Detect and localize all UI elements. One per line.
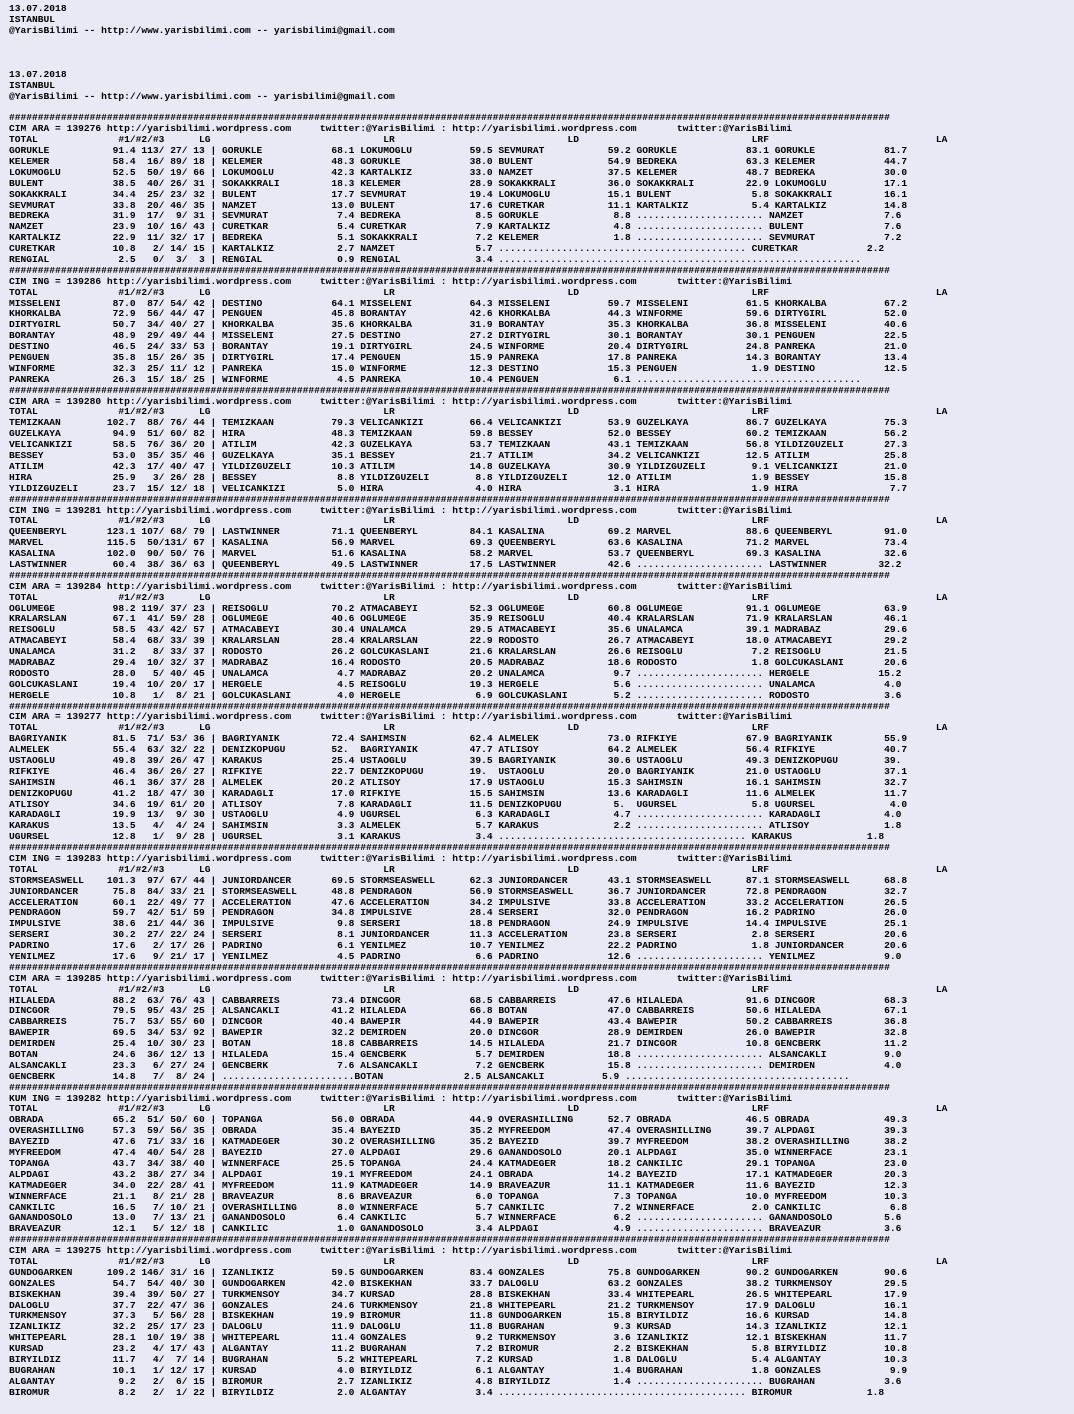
table-row: BEDREKA 31.9 17/ 9/ 31 | SEVMURAT 7.4 BEDREKA 8.5 GORUKLE 8.8 ...................... NAMZET 7.6 — [9, 211, 902, 222]
race-section — [9, 495, 1069, 571]
table-row: DEMIRDEN 25.4 10/ 30/ 23 | BOTAN 18.8 CABBARREIS 14.5 HILALEDA 21.7 DINCGOR 10.8 GENCBERK 11.2 — [9, 1039, 908, 1050]
table-row: WINFORME 32.3 25/ 11/ 12 | PANREKA 15.0 WINFORME 12.3 DESTINO 15.3 PENGUEN 1.9 DESTINO 12.5 — [9, 363, 908, 374]
separator-line: ######################################################################################################################################################### — [9, 113, 890, 124]
table-row: BRAVEAZUR 12.1 5/ 12/ 18 | CANKILIC 1.0 GANANDOSOLO 3.4 ALPDAGI 4.9 ...................... BRAVEAZUR 3.6 — [9, 1224, 902, 1235]
race-section — [9, 571, 1069, 702]
table-row: ACCELERATION 60.1 22/ 49/ 77 | ACCELERATION 47.6 ACCELERATION 34.2 IMPULSIVE 33.8 ACCELERATION 33.2 ACCELERATION 26.5 — [9, 897, 908, 908]
table-row: OBRADA 65.2 51/ 50/ 60 | TOPANGA 56.0 OBRADA 44.9 OVERASHILLING 52.7 OBRADA 46.5 OBRADA 49.3 — [9, 1115, 908, 1126]
document — [9, 4, 1069, 1399]
table-row: VELICANKIZI 58.5 76/ 36/ 20 | ATILIM 42.3 GUZELKAYA 53.7 TEMIZKAAN 43.1 TEMIZKAAN 56.8 YILDIZGUZELI 27.3 — [9, 440, 908, 451]
separator-line: ######################################################################################################################################################### — [9, 1082, 890, 1093]
table-row: STORMSEASWELL 101.3 97/ 67/ 44 | JUNIORDANCER 69.5 STORMSEASWELL 62.3 JUNIORDANCER 43.1 STORMSEASWELL 87.1 STORMSEASWELL 68.8 — [9, 875, 908, 886]
race-title: CIM ARA = 139277 http://yarisbilimi.wordpress.com twitter:@YarisBilimi : http://yarisbilimi.wordpress.com twitter:@YarisBilimi — [9, 711, 792, 723]
column-header-row: TOTAL #1/#2/#3 LG LR LD LRF LA — [9, 1103, 948, 1115]
table-row: JUNIORDANCER 75.8 84/ 33/ 21 | STORMSEASWELL 48.8 PENDRAGON 56.9 STORMSEASWELL 36.7 JUNIORDANCER 72.8 PENDRAGON 32.7 — [9, 886, 908, 897]
report-date: 13.07.2018 — [9, 3, 67, 14]
table-row: CANKILIC 16.5 7/ 10/ 21 | OVERASHILLING 8.0 WINNERFACE 5.7 CANKILIC 7.2 WINNERFACE 2.0 CANKILIC 6.8 — [9, 1202, 908, 1213]
race-section — [9, 386, 1069, 495]
table-row: GONZALES 54.7 54/ 40/ 30 | GUNDOGARKEN 42.0 BISKEKHAN 33.7 DALOGLU 63.2 GONZALES 38.2 TURKMENSOY 29.5 — [9, 1278, 908, 1289]
race-section — [9, 113, 1069, 265]
separator-line: ######################################################################################################################################################### — [9, 494, 890, 505]
table-row: QUEENBERYL 123.1 107/ 68/ 79 | LASTWINNER 71.1 QUEENBERYL 84.1 KASALINA 69.2 MARVEL 88.6 QUEENBERYL 91.0 — [9, 527, 908, 538]
spacer — [9, 102, 1069, 113]
table-row: BIRYILDIZ 11.7 4/ 7/ 14 | BUGRAHAN 5.2 WHITEPEARL 7.2 KURSAD 1.8 DALOGLU 5.4 ALGANTAY 10.3 — [9, 1354, 908, 1365]
table-row: UGURSEL 12.8 1/ 9/ 28 | UGURSEL 3.1 KARAKUS 3.4 ........................................... KARAKUS 1.8 — [9, 832, 885, 843]
table-row: MISSELENI 87.0 87/ 54/ 42 | DESTINO 64.1 MISSELENI 64.3 MISSELENI 59.7 MISSELENI 61.5 KHORKALBA 67.2 — [9, 298, 908, 309]
table-row: YENILMEZ 17.6 9/ 21/ 17 | YENILMEZ 4.5 PADRINO 6.6 PADRINO 12.6 ...................... YENILMEZ 9.0 — [9, 952, 902, 963]
separator-line: ######################################################################################################################################################### — [9, 265, 890, 276]
table-row: ATILIM 42.3 17/ 40/ 47 | YILDIZGUZELI 10.3 ATILIM 14.8 GUZELKAYA 30.9 YILDIZGUZELI 9.1 VELICANKIZI 21.0 — [9, 461, 908, 472]
table-row: RENGIAL 2.5 0/ 3/ 3 | RENGIAL 0.9 RENGIAL 3.4 ............................................................... — [9, 255, 862, 266]
table-row: BOTAN 24.6 36/ 12/ 13 | HILALEDA 15.4 GENCBERK 5.7 DEMIRDEN 18.8 ...................... ALSANCAKLI 9.0 — [9, 1050, 902, 1061]
table-row: RODOSTO 28.0 5/ 40/ 45 | UNALAMCA 4.7 MADRABAZ 20.2 UNALAMCA 9.7 ...................... HERGELE 15.2 — [9, 668, 902, 679]
column-header-row: TOTAL #1/#2/#3 LG LR LD LRF LA — [9, 406, 948, 418]
table-row: BULENT 38.5 40/ 26/ 31 | SOKAKKRALI 18.3 KELEMER 28.9 SOKAKKRALI 36.0 SOKAKKRALI 22.9 LOKUMOGLU 17.1 — [9, 178, 908, 189]
separator-line: ######################################################################################################################################################### — [9, 1235, 890, 1246]
table-row: KARTALKIZ 22.9 11/ 32/ 17 | BEDREKA 5.1 SOKAKKRALI 7.2 KELEMER 1.8 ...................... SEVMURAT 7.2 — [9, 233, 902, 244]
table-row: HERGELE 10.8 1/ 8/ 21 | GOLCUKASLANI 4.0 HERGELE 6.9 GOLCUKASLANI 5.2 ...................... RODOSTO 3.6 — [9, 690, 902, 701]
table-row: GENCBERK 14.8 7/ 8/ 24 | .......................BOTAN 2.5 ALSANCAKLI 5.9 ....................................... — [9, 1071, 850, 1082]
race-section — [9, 963, 1069, 1083]
table-row: CABBARREIS 75.7 53/ 55/ 60 | DINCGOR 40.4 BAWEPIR 44.9 BAWEPIR 43.4 BAWEPIR 50.2 CABBARREIS 36.8 — [9, 1017, 908, 1028]
separator-line: ######################################################################################################################################################### — [9, 385, 890, 396]
table-row: ALPDAGI 43.2 38/ 27/ 34 | ALPDAGI 19.1 MYFREEDOM 24.1 OBRADA 14.2 BAYEZID 17.1 KATMADEGER 20.3 — [9, 1169, 908, 1180]
table-row: DIRTYGIRL 50.7 34/ 40/ 27 | KHORKALBA 35.6 KHORKALBA 31.9 BORANTAY 35.3 KHORKALBA 36.8 MISSELENI 40.6 — [9, 320, 908, 331]
table-row: DENIZKOPUGU 41.2 18/ 47/ 30 | KARADAGLI 17.0 RIFKIYE 15.5 SAHIMSIN 13.6 KARADAGLI 11.6 ALMELEK 11.7 — [9, 788, 908, 799]
table-row: WINNERFACE 21.1 8/ 21/ 28 | BRAVEAZUR 8.6 BRAVEAZUR 6.0 TOPANGA 7.3 TOPANGA 10.0 MYFREEDOM 10.3 — [9, 1191, 908, 1202]
table-row: DINCGOR 79.5 95/ 43/ 25 | ALSANCAKLI 41.2 HILALEDA 66.8 BOTAN 47.0 CABBARREIS 50.6 HILALEDA 67.1 — [9, 1006, 908, 1017]
table-row: TEMIZKAAN 102.7 88/ 76/ 44 | TEMIZKAAN 79.3 VELICANKIZI 66.4 VELICANKIZI 53.9 GUZELKAYA 86.7 GUZELKAYA 75.3 — [9, 418, 908, 429]
table-row: GUZELKAYA 94.9 51/ 60/ 82 | HIRA 48.3 TEMIZKAAN 59.8 BESSEY 52.0 BESSEY 60.2 TEMIZKAAN 56.2 — [9, 429, 908, 440]
table-row: OVERASHILLING 57.3 59/ 56/ 35 | OBRADA 35.4 BAYEZID 35.2 MYFREEDOM 47.4 OVERASHILLING 39.7 ALPDAGI 39.3 — [9, 1126, 908, 1137]
race-section — [9, 843, 1069, 963]
separator-line: ######################################################################################################################################################### — [9, 570, 890, 581]
race-section — [9, 266, 1069, 386]
table-row: WHITEPEARL 28.1 10/ 19/ 38 | WHITEPEARL 11.4 GONZALES 9.2 TURKMENSOY 3.6 IZANLIKIZ 12.1 BISKEKHAN 11.7 — [9, 1333, 908, 1344]
race-title: CIM ING = 139283 http://yarisbilimi.wordpress.com twitter:@YarisBilimi : http://yarisbilimi.wordpress.com twitter:@YarisBilimi — [9, 853, 792, 864]
table-row: CURETKAR 10.8 2/ 14/ 15 | KARTALKIZ 2.7 NAMZET 5.7 ........................................... CURETKAR 2.2 — [9, 244, 885, 255]
table-row: KHORKALBA 72.9 56/ 44/ 47 | PENGUEN 45.8 BORANTAY 42.6 KHORKALBA 44.3 WINFORME 59.6 DIRTYGIRL 52.0 — [9, 309, 908, 320]
race-section — [9, 1083, 1069, 1235]
table-row: MADRABAZ 29.4 10/ 32/ 37 | MADRABAZ 16.4 RODOSTO 20.5 MADRABAZ 18.6 RODOSTO 1.8 GOLCUKASLANI 20.6 — [9, 657, 908, 668]
table-row: GOLCUKASLANI 19.4 10/ 20/ 17 | HERGELE 4.5 REISOGLU 19.3 HERGELE 5.6 ...................... UNALAMCA 4.0 — [9, 679, 902, 690]
table-row: KASALINA 102.0 90/ 50/ 76 | MARVEL 51.6 KASALINA 58.2 MARVEL 53.7 QUEENBERYL 69.3 KASALINA 32.6 — [9, 549, 908, 560]
separator-line: ######################################################################################################################################################### — [9, 843, 890, 854]
table-row: BAYEZID 47.6 71/ 33/ 16 | KATMADEGER 30.2 OVERASHILLING 35.2 BAYEZID 39.7 MYFREEDOM 38.2 OVERASHILLING 38.2 — [9, 1137, 908, 1148]
table-row: HILALEDA 88.2 63/ 76/ 43 | CABBARREIS 73.4 DINCGOR 68.5 CABBARREIS 47.6 HILALEDA 91.6 DINCGOR 68.3 — [9, 995, 908, 1006]
table-row: ATLISOY 34.6 19/ 61/ 20 | ATLISOY 7.8 KARADAGLI 11.5 DENIZKOPUGU 5. UGURSEL 5.8 UGURSEL 4.0 — [9, 799, 908, 810]
race-title: CIM ARA = 139275 http://yarisbilimi.wordpress.com twitter:@YarisBilimi : http://yarisbilimi.wordpress.com twitter:@YarisBilimi — [9, 1245, 792, 1257]
table-row: ALSANCAKLI 23.3 6/ 27/ 24 | GENCBERK 7.6 ALSANCAKLI 7.2 GENCBERK 15.8 ...................... DEMIRDEN 4.0 — [9, 1060, 902, 1071]
table-row: GANANDOSOLO 13.0 7/ 13/ 21 | GANANDOSOLO 6.4 CANKILIC 5.7 WINNERFACE 6.2 ...................... GANANDOSOLO 5.6 — [9, 1213, 902, 1224]
report-date-repeat: 13.07.2018 — [9, 68, 67, 80]
table-row: HIRA 25.9 3/ 26/ 28 | BESSEY 8.8 YILDIZGUZELI 8.8 YILDIZGUZELI 12.0 ATILIM 1.9 BESSEY 15.8 — [9, 472, 908, 483]
race-title: CIM ING = 139286 http://yarisbilimi.wordpress.com twitter:@YarisBilimi : http://yarisbilimi.wordpress.com twitter:@YarisBilimi — [9, 275, 792, 287]
table-row: PENGUEN 35.8 15/ 26/ 35 | DIRTYGIRL 17.4 PENGUEN 15.9 PANREKA 17.8 PANREKA 14.3 BORANTAY 13.4 — [9, 353, 908, 364]
table-row: BISKEKHAN 39.4 39/ 50/ 27 | TURKMENSOY 34.7 KURSAD 28.8 BISKEKHAN 33.4 WHITEPEARL 26.5 WHITEPEARL 17.9 — [9, 1289, 908, 1300]
table-row: KARADAGLI 19.9 13/ 9/ 30 | USTAOGLU 4.9 UGURSEL 6.3 KARADAGLI 4.7 ...................... KARADAGLI 4.0 — [9, 810, 902, 821]
race-title: CIM ARA = 139285 http://yarisbilimi.wordpress.com twitter:@YarisBilimi : http://yarisbilimi.wordpress.com twitter:@YarisBilimi — [9, 972, 792, 984]
separator-line: ######################################################################################################################################################### — [9, 701, 890, 712]
column-header-row: TOTAL #1/#2/#3 LG LR LD LRF LA — [9, 591, 948, 603]
table-row: ALGANTAY 9.2 2/ 6/ 15 | BIROMUR 2.7 IZANLIKIZ 4.8 BIRYILDIZ 1.4 ...................... BUGRAHAN 3.6 — [9, 1376, 902, 1387]
report-contact-repeat: @YarisBilimi -- http://www.yarisbilimi.com -- yarisbilimi@gmail.com — [9, 90, 395, 102]
column-header-row: TOTAL #1/#2/#3 LG LR LD LRF LA — [9, 134, 948, 146]
report-city: ISTANBUL — [9, 13, 56, 25]
table-row: MYFREEDOM 47.4 40/ 54/ 28 | BAYEZID 27.0 ALPDAGI 29.6 GANANDOSOLO 20.1 ALPDAGI 35.0 WINNERFACE 23.1 — [9, 1148, 908, 1159]
table-row: OGLUMEGE 98.2 119/ 37/ 23 | REISOGLU 70.2 ATMACABEYI 52.3 OGLUMEGE 60.8 OGLUMEGE 91.1 OGLUMEGE 63.9 — [9, 603, 908, 614]
table-row: RIFKIYE 46.4 36/ 26/ 27 | RIFKIYE 22.7 DENIZKOPUGU 19. USTAOGLU 20.0 BAGRIYANIK 21.0 USTAOGLU 37.1 — [9, 766, 908, 777]
report-contact: @YarisBilimi -- http://www.yarisbilimi.com -- yarisbilimi@gmail.com — [9, 24, 395, 36]
table-row: GORUKLE 91.4 113/ 27/ 13 | GORUKLE 68.1 LOKUMOGLU 59.5 SEVMURAT 59.2 GORUKLE 83.1 GORUKLE 81.7 — [9, 146, 908, 157]
separator-line: ######################################################################################################################################################### — [9, 962, 890, 973]
table-row: YILDIZGUZELI 23.7 15/ 12/ 18 | VELICANKIZI 5.0 HIRA 4.0 HIRA 3.1 HIRA 1.9 HIRA 7.7 — [9, 483, 908, 494]
race-title: KUM ING = 139282 http://yarisbilimi.wordpress.com twitter:@YarisBilimi : http://yarisbilimi.wordpress.com twitter:@YarisBilimi — [9, 1092, 792, 1104]
table-row: GUNDOGARKEN 109.2 146/ 31/ 16 | IZANLIKIZ 59.5 GUNDOGARKEN 83.4 GONZALES 75.8 GUNDOGARKEN 90.2 GUNDOGARKEN 90.6 — [9, 1267, 908, 1278]
race-title: CIM ARA = 139284 http://yarisbilimi.wordpress.com twitter:@YarisBilimi : http://yarisbilimi.wordpress.com twitter:@YarisBilimi — [9, 580, 792, 592]
race-section — [9, 702, 1069, 844]
column-header-row: TOTAL #1/#2/#3 LG LR LD LRF LA — [9, 863, 948, 875]
column-header-row: TOTAL #1/#2/#3 LG LR LD LRF LA — [9, 983, 948, 995]
race-section — [9, 1235, 1069, 1398]
table-row: TURKMENSOY 37.3 5/ 56/ 28 | BISKEKHAN 19.9 BIROMUR 11.8 GUNDOGARKEN 15.8 BIRYILDIZ 16.6 KURSAD 14.8 — [9, 1311, 908, 1322]
race-title: CIM ARA = 139280 http://yarisbilimi.wordpress.com twitter:@YarisBilimi : http://yarisbilimi.wordpress.com twitter:@YarisBilimi — [9, 395, 792, 407]
table-row: KATMADEGER 34.0 22/ 28/ 41 | MYFREEDOM 11.9 KATMADEGER 14.9 BRAVEAZUR 11.1 KATMADEGER 11.6 BAYEZID 12.3 — [9, 1180, 908, 1191]
table-row: SEVMURAT 33.8 20/ 46/ 35 | NAMZET 13.0 BULENT 17.6 CURETKAR 11.1 KARTALKIZ 5.4 KARTALKIZ 14.8 — [9, 200, 908, 211]
table-row: LASTWINNER 60.4 38/ 36/ 63 | QUEENBERYL 49.5 LASTWINNER 17.5 LASTWINNER 42.6 ...................... LASTWINNER 32.2 — [9, 559, 902, 570]
table-row: PADRINO 17.6 2/ 17/ 26 | PADRINO 6.1 YENILMEZ 10.7 YENILMEZ 22.2 PADRINO 1.8 JUNIORDANCER 20.6 — [9, 941, 908, 952]
table-row: KARAKUS 13.5 4/ 4/ 24 | SAHIMSIN 3.3 ALMELEK 5.7 KARAKUS 2.2 ...................... ATLISOY 1.8 — [9, 821, 902, 832]
table-row: BAWEPIR 69.5 34/ 53/ 92 | BAWEPIR 32.2 DEMIRDEN 20.0 DINCGOR 28.9 DEMIRDEN 26.0 BAWEPIR 32.8 — [9, 1028, 908, 1039]
table-row: IMPULSIVE 38.6 21/ 44/ 36 | IMPULSIVE 9.8 SERSERI 18.8 PENDRAGON 24.9 IMPULSIVE 14.4 IMPULSIVE 25.1 — [9, 919, 908, 930]
table-row: IZANLIKIZ 32.2 25/ 17/ 23 | DALOGLU 11.9 DALOGLU 11.8 BUGRAHAN 9.3 KURSAD 14.3 IZANLIKIZ 12.1 — [9, 1322, 908, 1333]
table-row: BIROMUR 8.2 2/ 1/ 22 | BIRYILDIZ 2.0 ALGANTAY 3.4 ........................................... BIROMUR 1.8 — [9, 1387, 885, 1398]
race-sections — [9, 113, 1069, 1398]
table-row: USTAOGLU 49.8 39/ 26/ 47 | KARAKUS 25.4 USTAOGLU 39.5 BAGRIYANIK 30.6 USTAOGLU 49.3 DENIZKOPUGU 39. — [9, 755, 902, 766]
table-row: ATMACABEYI 58.4 68/ 33/ 39 | KRALARSLAN 28.4 KRALARSLAN 22.9 RODOSTO 26.7 ATMACABEYI 18.0 ATMACABEYI 29.2 — [9, 636, 908, 647]
column-header-row: TOTAL #1/#2/#3 LG LR LD LRF LA — [9, 1255, 948, 1267]
table-row: PANREKA 26.3 15/ 18/ 25 | WINFORME 4.5 PANREKA 10.4 PENGUEN 6.1 ....................................... — [9, 374, 862, 385]
table-row: BAGRIYANIK 81.5 71/ 53/ 36 | BAGRIYANIK 72.4 SAHIMSIN 62.4 ALMELEK 73.0 RIFKIYE 67.9 BAGRIYANIK 55.9 — [9, 734, 908, 745]
table-row: TOPANGA 43.7 34/ 38/ 40 | WINNERFACE 25.5 TOPANGA 24.4 KATMADEGER 18.2 CANKILIC 29.1 TOPANGA 23.0 — [9, 1158, 908, 1169]
table-row: PENDRAGON 59.7 42/ 51/ 59 | PENDRAGON 34.8 IMPULSIVE 28.4 SERSERI 32.0 PENDRAGON 16.2 PADRINO 26.0 — [9, 908, 908, 919]
table-row: BUGRAHAN 10.1 1/ 12/ 17 | KURSAD 4.0 BIRYILDIZ 6.1 ALGANTAY 1.4 BUGRAHAN 1.8 GONZALES 9.9 — [9, 1365, 908, 1376]
table-row: UNALAMCA 31.2 8/ 33/ 37 | RODOSTO 26.2 GOLCUKASLANI 21.6 KRALARSLAN 26.6 REISOGLU 7.2 REISOGLU 21.5 — [9, 647, 908, 658]
table-row: SAHIMSIN 46.1 36/ 37/ 28 | ALMELEK 20.2 ATLISOY 17.9 USTAOGLU 15.3 SAHIMSIN 16.1 SAHIMSIN 32.7 — [9, 777, 908, 788]
table-row: KELEMER 58.4 16/ 89/ 18 | KELEMER 48.3 GORUKLE 38.0 BULENT 54.9 BEDREKA 63.3 KELEMER 44.7 — [9, 157, 908, 167]
column-header-row: TOTAL #1/#2/#3 LG LR LD LRF LA — [9, 722, 948, 734]
table-row: LOKUMOGLU 52.5 50/ 19/ 66 | LOKUMOGLU 42.3 KARTALKIZ 33.0 NAMZET 37.5 KELEMER 48.7 BEDREKA 30.0 — [9, 167, 908, 178]
table-row: KURSAD 23.2 4/ 17/ 43 | ALGANTAY 11.2 BUGRAHAN 7.2 BIROMUR 2.2 BISKEKHAN 5.8 BIRYILDIZ 10.8 — [9, 1344, 908, 1355]
table-row: SERSERI 30.2 27/ 22/ 24 | SERSERI 8.1 JUNIORDANCER 11.3 ACCELERATION 23.8 SERSERI 2.8 SERSERI 20.6 — [9, 930, 908, 941]
table-row: SOKAKKRALI 34.4 25/ 23/ 32 | BULENT 17.7 SEVMURAT 19.4 LOKUMOGLU 15.1 BULENT 5.8 SOKAKKRALI 16.1 — [9, 189, 908, 200]
table-row: KRALARSLAN 67.1 41/ 59/ 28 | OGLUMEGE 40.6 OGLUMEGE 35.9 REISOGLU 40.4 KRALARSLAN 71.9 KRALARSLAN 46.1 — [9, 614, 908, 625]
table-row: BORANTAY 48.9 29/ 49/ 44 | MISSELENI 27.5 DESTINO 27.2 DIRTYGIRL 30.1 BORANTAY 30.1 PENGUEN 22.5 — [9, 331, 908, 342]
table-row: DALOGLU 37.7 22/ 47/ 36 | GONZALES 24.6 TURKMENSOY 21.8 WHITEPEARL 21.2 TURKMENSOY 17.9 DALOGLU 16.1 — [9, 1300, 908, 1311]
table-row: REISOGLU 58.5 43/ 42/ 57 | ATMACABEYI 30.4 UNALAMCA 29.5 ATMACABEYI 35.6 UNALAMCA 39.1 MADRABAZ 29.6 — [9, 625, 908, 636]
table-row: BESSEY 53.0 35/ 35/ 46 | GUZELKAYA 35.1 BESSEY 21.7 ATILIM 34.2 VELICANKIZI 12.5 ATILIM 25.8 — [9, 451, 908, 462]
spacer — [9, 37, 1069, 70]
table-row: MARVEL 115.5 50/131/ 67 | KASALINA 56.9 MARVEL 69.3 QUEENBERYL 63.6 KASALINA 71.2 MARVEL 73.4 — [9, 538, 908, 549]
table-row: DESTINO 46.5 24/ 33/ 53 | BORANTAY 19.1 DIRTYGIRL 24.5 WINFORME 20.4 DIRTYGIRL 24.8 PANREKA 21.0 — [9, 342, 908, 353]
column-header-row: TOTAL #1/#2/#3 LG LR LD LRF LA — [9, 286, 948, 298]
race-title: CIM ING = 139281 http://yarisbilimi.wordpress.com twitter:@YarisBilimi : http://yarisbilimi.wordpress.com twitter:@YarisBilimi — [9, 504, 792, 516]
table-row: ALMELEK 55.4 63/ 32/ 22 | DENIZKOPUGU 52. BAGRIYANIK 47.7 ATLISOY 64.2 ALMELEK 56.4 RIFKIYE 40.7 — [9, 745, 908, 756]
column-header-row: TOTAL #1/#2/#3 LG LR LD LRF LA — [9, 515, 948, 527]
report-city-repeat: ISTANBUL — [9, 79, 56, 91]
table-row: NAMZET 23.9 10/ 16/ 43 | CURETKAR 5.4 CURETKAR 7.9 KARTALKIZ 4.8 ...................... BULENT 7.6 — [9, 222, 902, 233]
race-title: CIM ARA = 139276 http://yarisbilimi.wordpress.com twitter:@YarisBilimi : http://yarisbilimi.wordpress.com twitter:@YarisBilimi — [9, 123, 792, 135]
